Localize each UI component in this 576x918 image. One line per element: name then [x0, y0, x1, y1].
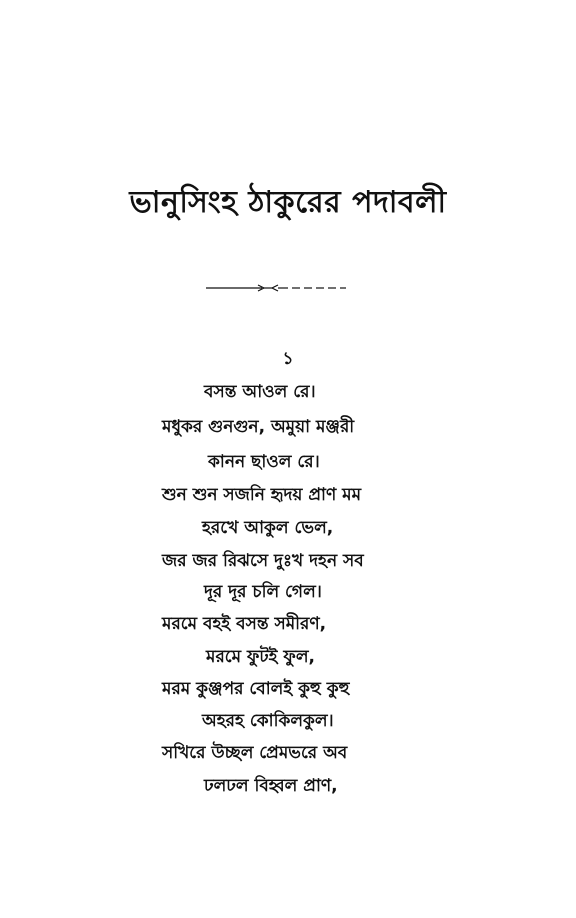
poem-line: বসন্ত আওল রে। [204, 382, 316, 402]
poem-line: অহরহ কোকিলকুল। [202, 711, 334, 731]
poem-line: কানন ছাওল রে। [208, 452, 320, 472]
poem-line: ঢলঢল বিহ্বল প্রাণ, [204, 776, 338, 796]
poem-number: ১ [282, 349, 294, 369]
poem-line: মরমে বহই বসন্ত সমীরণ, [162, 614, 327, 634]
poem-line: সখিরে উচ্ছল প্রেমভরে অব [162, 743, 348, 763]
poem-line: হরখে আকুল ভেল, [202, 518, 334, 538]
poem-line: দূর দূর চলি গেল। [204, 582, 322, 602]
poem-line: মরম কুঞ্জপর বোলই কুহু কুহু [162, 679, 350, 699]
poem-line: শুন শুন সজনি হৃদয় প্রাণ মম [162, 485, 362, 505]
poem-line: মধুকর গুনগুন, অমুয়া মঞ্জরী [162, 417, 355, 437]
poem-line: জর জর রিঝসে দুঃখ দহন সব [162, 551, 364, 571]
page-title: ভানুসিংহ ঠাকুরের পদাবলী [129, 185, 447, 220]
flourish-divider-icon [206, 284, 348, 292]
poem-line: মরমে ফুটই ফুল, [206, 647, 315, 667]
